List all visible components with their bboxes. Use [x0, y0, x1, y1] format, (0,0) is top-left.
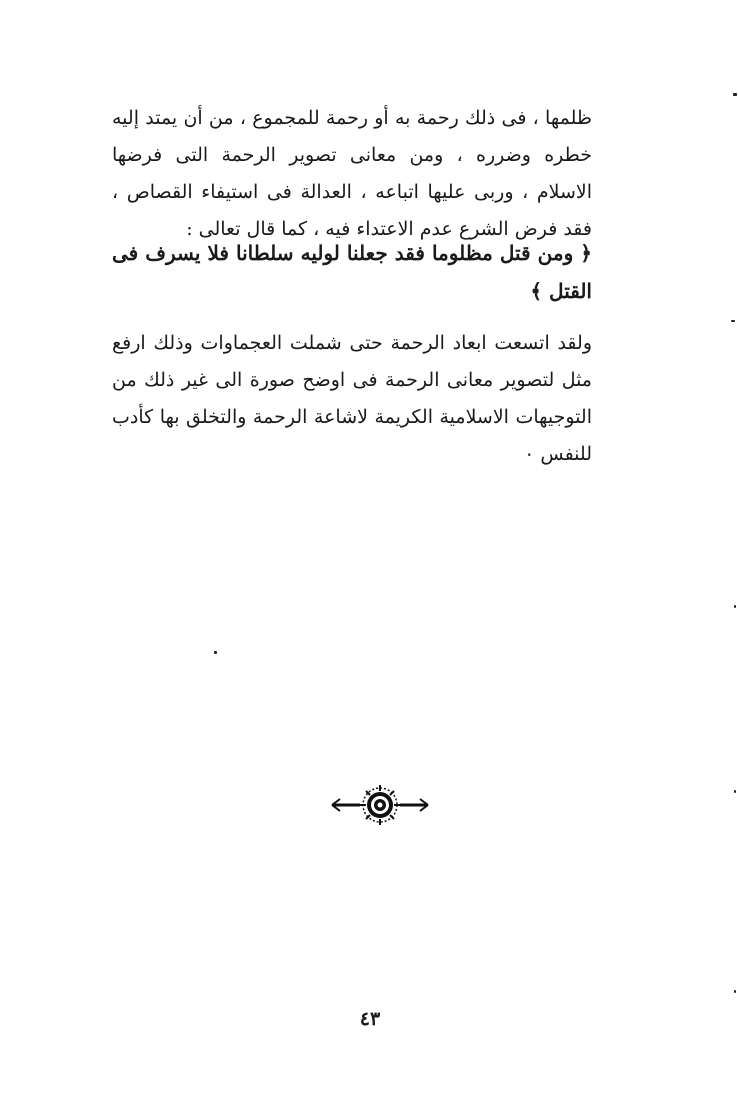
paragraph-mercy-justice: ظلمها ، فى ذلك رحمة به أو رحمة للمجموع ، من أن يمتد إليه خطره وضرره ، ومن معانى تصوير الرحمة التى فرضها الاسلام ، وربى عليها اتباعه ، العدالة فى استيفاء القصاص ، فقد فرض الشرع عدم الاعتداء فيه ، كما قال تعالى : — [112, 107, 592, 240]
page-number: ٤٣ — [359, 1008, 381, 1030]
scan-speck — [733, 93, 737, 96]
floral-ornament-icon — [330, 784, 430, 826]
scan-speck — [734, 790, 736, 793]
paragraph-mercy-dimensions: ولقد اتسعت ابعاد الرحمة حتى شملت العجماوات وذلك ارفع مثل لتصوير معانى الرحمة فى اوضح صورة الى غير ذلك من التوجيهات الاسلامية الكريمة لاشاعة الرحمة والتخلق بها كأدب للنفس ٠ — [112, 332, 592, 465]
quran-verse-quote: ﴿ ومن قتل مظلوما فقد جعلنا لوليه سلطانا فلا يسرف فى القتل ﴾ — [112, 241, 592, 303]
scan-speck — [214, 651, 217, 654]
scan-speck — [734, 605, 736, 608]
scan-speck — [731, 320, 735, 322]
scan-speck — [734, 990, 736, 993]
